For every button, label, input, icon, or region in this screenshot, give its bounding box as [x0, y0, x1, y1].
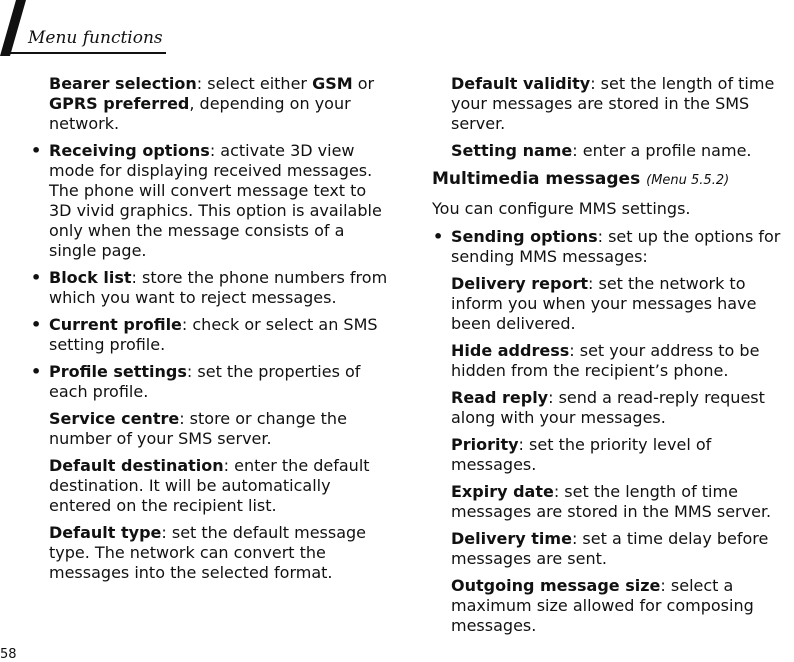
description: : enter a profile name. [572, 141, 752, 160]
term: Hide address [451, 341, 570, 360]
text-fragment: or [352, 74, 375, 93]
description: : set your address to be hidden from the recipient’s phone. [451, 341, 760, 380]
sub-default-destination [30, 456, 392, 516]
sub-expiry-date [432, 482, 794, 522]
term: Priority [451, 435, 519, 454]
sub-hide-address [432, 341, 794, 381]
header-slash-decoration [0, 0, 26, 56]
sub-delivery-report [432, 274, 794, 334]
description: : activate 3D view mode for displaying received messages. The phone will convert message text to 3D vivid graphics. This option is available only when the message consists of a single page. [49, 141, 382, 260]
bullet-icon: • [31, 362, 42, 381]
term: Default type [49, 523, 162, 542]
header-rule [6, 52, 166, 54]
section-title: Multimedia messages [432, 169, 641, 189]
sub-read-reply [432, 388, 794, 428]
term: Sending options [451, 227, 598, 246]
sub-default-type [30, 523, 392, 583]
term: Read reply [451, 388, 549, 407]
header-title: Menu functions [28, 28, 163, 48]
description: : set the length of time your messages are stored in the SMS server. [451, 74, 775, 133]
bullet-icon: • [31, 141, 42, 160]
text-fragment: , depending on your network. [49, 94, 351, 133]
bullet-current-profile [30, 315, 392, 355]
page-number: 58 [0, 647, 17, 662]
bullet-sending-options [432, 227, 794, 267]
sub-delivery-time [432, 529, 794, 569]
term: Profile settings [49, 362, 187, 381]
description: : set the default message type. The network can convert the messages into the selected format. [49, 523, 367, 582]
description: : select a maximum size allowed for composing messages. [451, 576, 754, 635]
term: Delivery report [451, 274, 588, 293]
description: : set the network to inform you when your messages have been delivered. [451, 274, 757, 333]
term-gsm: GSM [312, 74, 353, 93]
section-intro: You can configure MMS settings. [432, 199, 691, 218]
term: Block list [49, 268, 132, 287]
menu-reference: (Menu 5.5.2) [646, 173, 730, 188]
bullet-profile-settings [30, 362, 392, 402]
sub-default-validity [432, 74, 794, 134]
term: Default destination [49, 456, 224, 475]
description: : store or change the number of your SMS server. [49, 409, 347, 448]
term: Delivery time [451, 529, 572, 548]
term: Default validity [451, 74, 591, 93]
term: Expiry date [451, 482, 554, 501]
term: Service centre [49, 409, 180, 428]
description: : set a time delay before messages are sent. [451, 529, 769, 568]
bullet-icon: • [31, 268, 42, 287]
description: : check or select an SMS setting profile. [49, 315, 378, 354]
description: : enter the default destination. It will be automatically entered on the recipient list. [49, 456, 370, 515]
left-column [30, 74, 392, 590]
description: : store the phone numbers from which you want to reject messages. [49, 268, 388, 307]
description: : set the properties of each profile. [49, 362, 361, 401]
sub-service-centre [30, 409, 392, 449]
description: : set the length of time messages are stored in the MMS server. [451, 482, 772, 521]
term-bearer-selection: Bearer selection [49, 74, 197, 93]
term: Setting name [451, 141, 573, 160]
bullet-receiving-options [30, 141, 392, 261]
sub-outgoing-message-size [432, 576, 794, 636]
sub-priority [432, 435, 794, 475]
bullet-block-list [30, 268, 392, 308]
description: : set the priority level of messages. [451, 435, 712, 474]
text-fragment: : select either [196, 74, 313, 93]
term-gprs-preferred: GPRS preferred [49, 94, 190, 113]
right-column [432, 74, 794, 643]
description: : set up the options for sending MMS messages: [451, 227, 781, 266]
section-heading-multimedia-messages [432, 169, 794, 191]
term: Current profile [49, 315, 182, 334]
sub-setting-name [432, 141, 794, 161]
bullet-icon: • [433, 227, 444, 246]
term: Receiving options [49, 141, 210, 160]
bearer-selection-paragraph [30, 74, 392, 134]
bullet-icon: • [31, 315, 42, 334]
term: Outgoing message size [451, 576, 661, 595]
description: : send a read-reply request along with your messages. [451, 388, 765, 427]
